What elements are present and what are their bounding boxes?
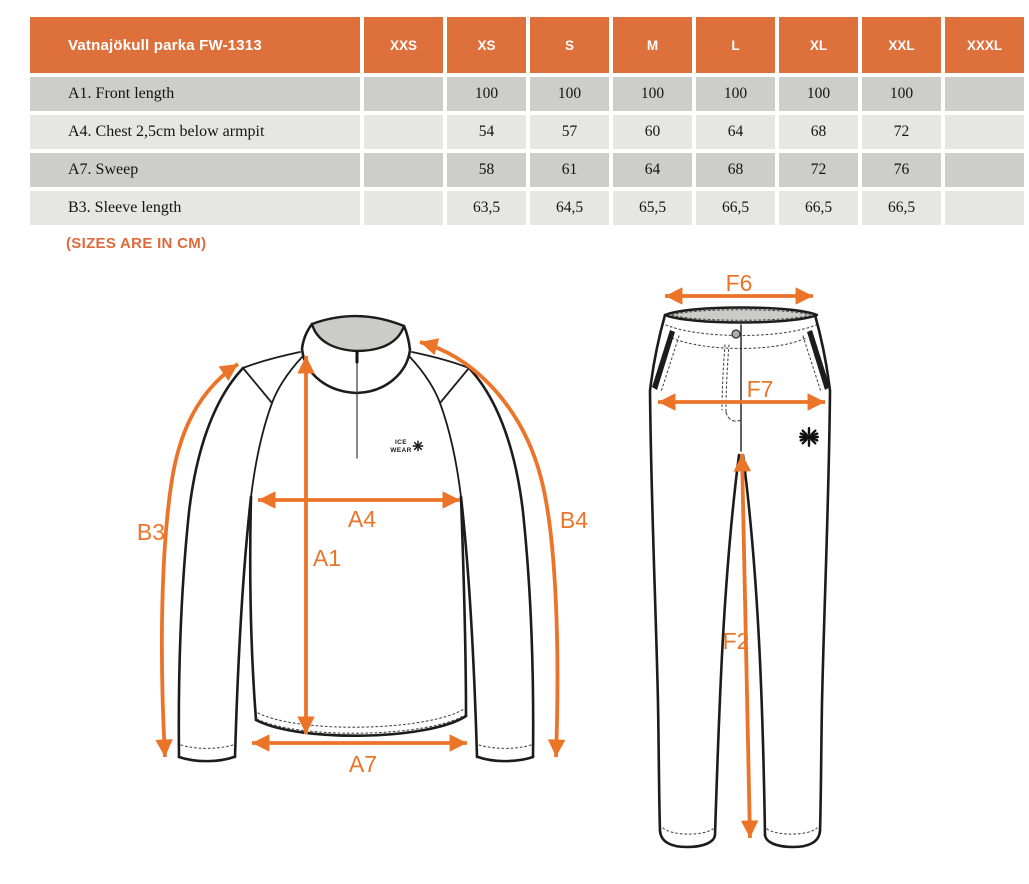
cell-value: 76 <box>862 153 941 187</box>
pants-right-hem <box>765 831 820 847</box>
label-b4: B4 <box>559 507 589 533</box>
label-f7: F7 <box>746 376 774 402</box>
cell-value: 72 <box>862 115 941 149</box>
label-a1: A1 <box>312 545 342 571</box>
cell-value: 72 <box>779 153 858 187</box>
column-header-xxs: XXS <box>364 17 443 73</box>
cell-value: 61 <box>530 153 609 187</box>
pants-right-outer <box>815 315 830 831</box>
cell-value: 63,5 <box>447 191 526 225</box>
cell-value: 66,5 <box>696 191 775 225</box>
pants-left-outer <box>650 315 665 831</box>
cell-value: 100 <box>779 77 858 111</box>
left-raglan-seam <box>251 356 303 497</box>
arrow-b3 <box>162 364 238 757</box>
logo-text-line2: WEAR <box>390 447 412 454</box>
column-header-m: M <box>613 17 692 73</box>
snowflake-icon <box>413 441 422 450</box>
cell-value: 68 <box>779 115 858 149</box>
cell-value: 54 <box>447 115 526 149</box>
cell-value: 68 <box>696 153 775 187</box>
cell-value: 58 <box>447 153 526 187</box>
right-sleeve-outer <box>469 368 533 757</box>
right-shoulder-panel <box>440 368 469 403</box>
column-header-l: L <box>696 17 775 73</box>
label-f6: F6 <box>725 270 753 296</box>
right-cuff-edge <box>478 757 533 761</box>
column-header-xl: XL <box>779 17 858 73</box>
cell-value: 100 <box>862 77 941 111</box>
left-shoulder-seam <box>243 352 300 368</box>
pants-drawing <box>650 308 830 848</box>
cell-value: 66,5 <box>862 191 941 225</box>
cell-value: 64,5 <box>530 191 609 225</box>
label-b3: B3 <box>136 519 166 545</box>
left-shoulder-panel <box>243 368 272 403</box>
cell-value: 64 <box>696 115 775 149</box>
left-cuff-edge <box>179 757 234 761</box>
row-label: A4. Chest 2,5cm below armpit <box>30 115 360 149</box>
column-header-xxl: XXL <box>862 17 941 73</box>
collar-top <box>312 316 404 351</box>
column-header-s: S <box>530 17 609 73</box>
icewear-logo <box>390 439 422 454</box>
row-label: A7. Sweep <box>30 153 360 187</box>
cell-value: 100 <box>696 77 775 111</box>
pullover-arrows <box>162 342 558 757</box>
label-a7: A7 <box>348 751 378 777</box>
left-cuff-stitch <box>181 745 233 748</box>
column-header-xxxl: XXXL <box>945 17 1024 73</box>
sizes-unit-caption: (SIZES ARE IN CM) <box>66 235 207 252</box>
right-hem-stitch <box>767 828 817 834</box>
logo-text-line1: ICE <box>394 439 408 446</box>
hem-stitch-1 <box>258 709 464 727</box>
body-left-edge <box>250 497 256 720</box>
right-raglan-seam <box>409 356 461 497</box>
cell-value: 60 <box>613 115 692 149</box>
cell-value: 100 <box>530 77 609 111</box>
left-hem-stitch <box>663 828 713 834</box>
cell-value: 100 <box>447 77 526 111</box>
snowflake-icon <box>800 428 818 446</box>
pullover-drawing <box>179 316 533 761</box>
cell-value: 57 <box>530 115 609 149</box>
cell-value: 66,5 <box>779 191 858 225</box>
waistband-stitch-lower <box>672 338 806 349</box>
waist-button <box>732 330 740 338</box>
left-sleeve-inner <box>235 497 251 757</box>
column-header-xs: XS <box>447 17 526 73</box>
label-f2: F2 <box>722 628 750 654</box>
right-cuff-stitch <box>479 745 531 748</box>
fly-j-stitch <box>726 412 741 421</box>
pants-left-hem <box>660 831 715 847</box>
cell-value: 64 <box>613 153 692 187</box>
table-title: Vatnajökull parka FW-1313 <box>30 17 360 73</box>
row-label: B3. Sleeve length <box>30 191 360 225</box>
row-label: A1. Front length <box>30 77 360 111</box>
cell-value: 100 <box>613 77 692 111</box>
cell-value: 65,5 <box>613 191 692 225</box>
label-a4: A4 <box>347 506 377 532</box>
